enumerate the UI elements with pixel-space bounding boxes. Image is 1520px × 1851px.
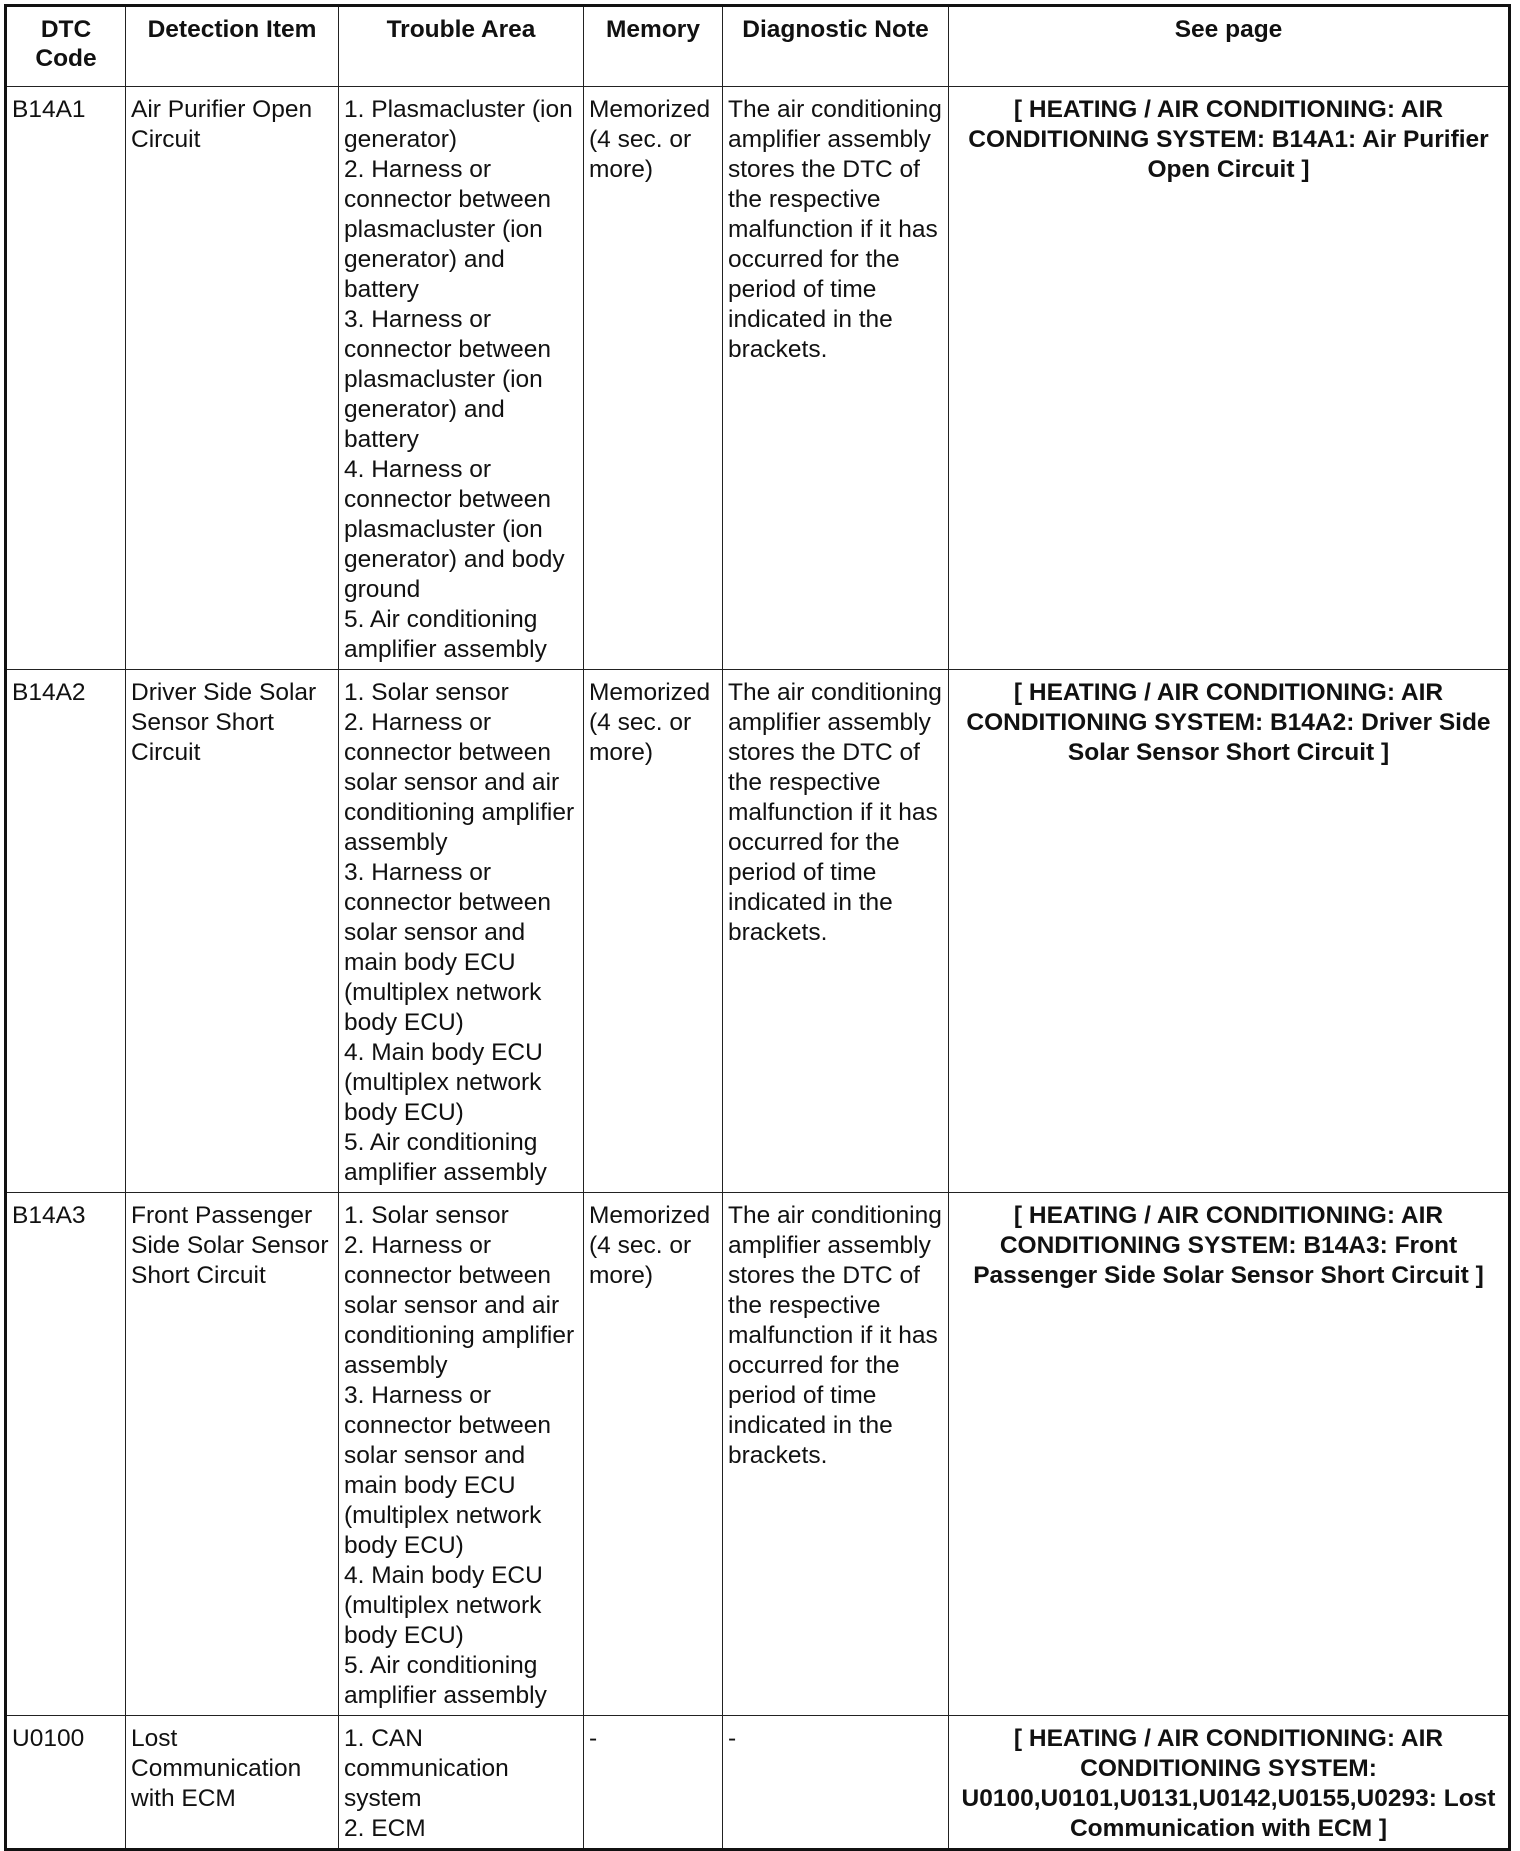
trouble-area-item: 2. Harness or connector between plasmacluster (ion generator) and battery — [344, 156, 552, 303]
table-row — [6, 87, 1510, 670]
trouble-area-item: 2. ECM — [344, 1815, 426, 1842]
see-page-link[interactable]: [ HEATING / AIR CONDITIONING: AIR CONDITIONING SYSTEM: B14A3: Front Passenger Side Solar Sensor Short Circuit ] — [949, 1193, 1510, 1716]
header-detection-item: Detection Item — [126, 6, 339, 87]
trouble-area-cell — [339, 1193, 584, 1716]
trouble-area-item: 1. Solar sensor — [344, 1202, 509, 1229]
dtc-code-cell: B14A3 — [6, 1193, 126, 1716]
diagnostic-note-cell: - — [723, 1716, 949, 1850]
trouble-area-item: 3. Harness or connector between solar sensor and main body ECU (multiplex network body ECU) — [344, 1382, 552, 1559]
dtc-code-cell: B14A1 — [6, 87, 126, 670]
header-dtc-code: DTC Code — [6, 6, 126, 87]
detection-item-cell: Driver Side Solar Sensor Short Circuit — [126, 670, 339, 1193]
dtc-code-cell: U0100 — [6, 1716, 126, 1850]
memory-cell: - — [584, 1716, 723, 1850]
trouble-area-item: 1. Plasmacluster (ion generator) — [344, 96, 573, 153]
trouble-area-item: 3. Harness or connector between plasmacluster (ion generator) and battery — [344, 306, 552, 453]
trouble-area-item: 5. Air conditioning amplifier assembly — [344, 1652, 547, 1709]
trouble-area-item: 1. CAN communication system — [344, 1725, 509, 1812]
dtc-code-cell: B14A2 — [6, 670, 126, 1193]
trouble-area-item: 1. Solar sensor — [344, 679, 509, 706]
trouble-area-item: 4. Main body ECU (multiplex network body ECU) — [344, 1039, 543, 1126]
table-row — [6, 1193, 1510, 1716]
trouble-area-cell — [339, 670, 584, 1193]
see-page-link[interactable]: [ HEATING / AIR CONDITIONING: AIR CONDITIONING SYSTEM: B14A2: Driver Side Solar Sensor Short Circuit ] — [949, 670, 1510, 1193]
header-see-page: See page — [949, 6, 1510, 87]
header-trouble-area: Trouble Area — [339, 6, 584, 87]
detection-item-cell: Front Passenger Side Solar Sensor Short Circuit — [126, 1193, 339, 1716]
diagnostic-note-cell: The air conditioning amplifier assembly stores the DTC of the respective malfunction if it has occurred for the period of time indicated in the brackets. — [723, 1193, 949, 1716]
memory-cell: Memorized (4 sec. or more) — [584, 1193, 723, 1716]
trouble-area-cell — [339, 87, 584, 670]
diagnostic-note-cell: The air conditioning amplifier assembly stores the DTC of the respective malfunction if it has occurred for the period of time indicated in the brackets. — [723, 87, 949, 670]
header-memory: Memory — [584, 6, 723, 87]
trouble-area-item: 5. Air conditioning amplifier assembly — [344, 606, 547, 663]
trouble-area-item: 5. Air conditioning amplifier assembly — [344, 1129, 547, 1186]
trouble-area-item: 3. Harness or connector between solar sensor and main body ECU (multiplex network body ECU) — [344, 859, 552, 1036]
header-diagnostic-note: Diagnostic Note — [723, 6, 949, 87]
trouble-area-item: 2. Harness or connector between solar sensor and air conditioning amplifier assembly — [344, 709, 575, 856]
see-page-link[interactable]: [ HEATING / AIR CONDITIONING: AIR CONDITIONING SYSTEM: B14A1: Air Purifier Open Circuit ] — [949, 87, 1510, 670]
trouble-area-item: 4. Main body ECU (multiplex network body ECU) — [344, 1562, 543, 1649]
diagnostic-note-cell: The air conditioning amplifier assembly stores the DTC of the respective malfunction if it has occurred for the period of time indicated in the brackets. — [723, 670, 949, 1193]
dtc-table — [4, 4, 1511, 1851]
trouble-area-item: 4. Harness or connector between plasmacluster (ion generator) and body ground — [344, 456, 565, 603]
table-row — [6, 670, 1510, 1193]
detection-item-cell: Air Purifier Open Circuit — [126, 87, 339, 670]
trouble-area-item: 2. Harness or connector between solar sensor and air conditioning amplifier assembly — [344, 1232, 575, 1379]
see-page-link[interactable]: [ HEATING / AIR CONDITIONING: AIR CONDITIONING SYSTEM: U0100,U0101,U0131,U0142,U0155,U0293: Lost Communication with ECM ] — [949, 1716, 1510, 1850]
detection-item-cell: Lost Communication with ECM — [126, 1716, 339, 1850]
memory-cell: Memorized (4 sec. or more) — [584, 87, 723, 670]
trouble-area-cell — [339, 1716, 584, 1850]
header-row — [6, 6, 1510, 87]
memory-cell: Memorized (4 sec. or more) — [584, 670, 723, 1193]
table-row — [6, 1716, 1510, 1850]
